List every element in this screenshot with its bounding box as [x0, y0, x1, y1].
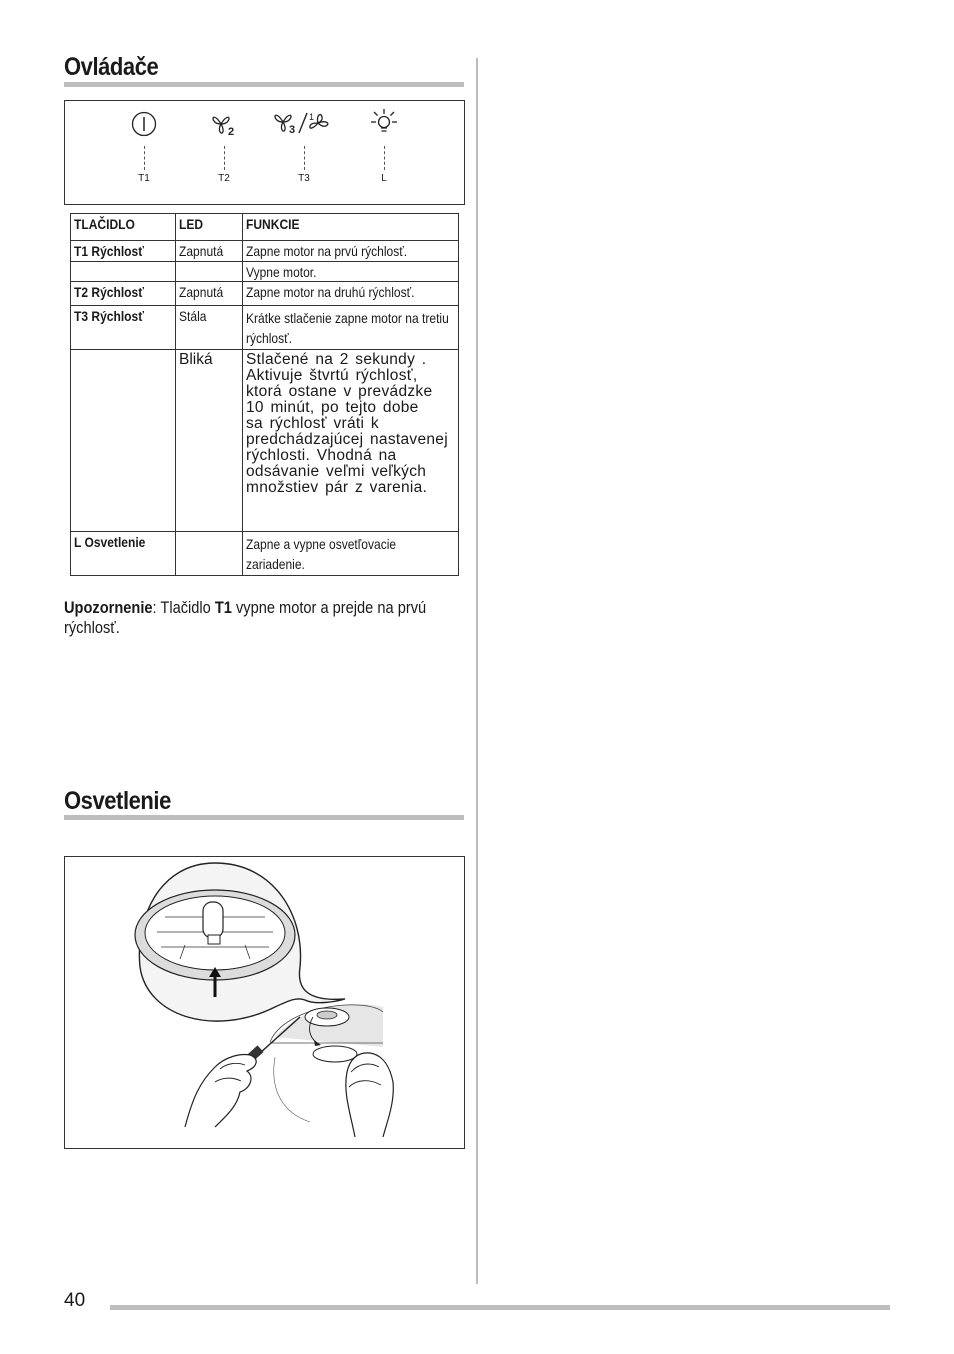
leader-line — [384, 146, 385, 170]
footer-rule — [110, 1305, 890, 1310]
leader-line — [304, 146, 305, 170]
table-cell: Zapne motor na druhú rýchlosť. — [243, 282, 459, 306]
table-cell: T3 Rýchlosť — [71, 306, 176, 350]
svg-text:2: 2 — [228, 126, 235, 137]
table-cell: Zapnutá — [176, 282, 243, 306]
table-cell: Zapne a vypne osvetľovacie zariadenie. — [243, 532, 459, 576]
button-label-l: L — [381, 173, 387, 184]
note-text-end: vypne motor a prejde na prvú rýchlosť. — [64, 598, 427, 637]
table-cell: Stála — [176, 306, 243, 350]
functions-table — [70, 213, 459, 576]
button-label-t1: T1 — [138, 173, 150, 184]
table-row — [71, 532, 459, 576]
table-cell: L Osvetlenie — [71, 532, 176, 576]
table-header-row — [71, 214, 459, 241]
table-cell — [176, 262, 243, 282]
column-divider — [476, 58, 478, 1284]
table-cell — [71, 262, 176, 282]
lamp-replacement-drawing — [65, 857, 464, 1148]
section-title-lighting: Osvetlenie — [64, 787, 171, 815]
note-text: : Tlačidlo — [152, 598, 215, 617]
table-cell — [71, 350, 176, 532]
table-cell: T1 Rýchlosť — [71, 241, 176, 262]
column-header: LED — [176, 214, 243, 241]
control-panel-diagram — [64, 100, 465, 205]
light-bulb-icon — [369, 107, 399, 137]
lamp-replacement-illustration — [64, 856, 465, 1149]
table-cell: Vypne motor. — [243, 262, 459, 282]
table-cell: Krátke stlačenie zapne motor na tretiu rýchlosť. — [243, 306, 459, 350]
button-label-t3: T3 — [298, 173, 310, 184]
leader-line — [144, 146, 145, 170]
svg-text:1: 1 — [309, 112, 315, 122]
fan-speed-3-icon — [271, 109, 337, 137]
section-rule — [64, 82, 464, 87]
table-cell — [176, 532, 243, 576]
table-row — [71, 241, 459, 262]
warning-note — [64, 598, 514, 638]
note-button: T1 — [214, 598, 232, 617]
power-icon — [131, 111, 159, 137]
svg-text:3: 3 — [289, 124, 296, 136]
table-cell: Stlačené na 2 sekundy . Aktivuje štvrtú rýchlosť, ktorá ostane v prevádzke 10 minút, po tejto dobe sa rýchlosť vráti k predchádzajúcej nastavenej rýchlosti. Vhodná na odsávanie veľmi veľkých množstiev pár z varenia. — [243, 350, 459, 532]
table-cell: Bliká — [176, 350, 243, 532]
table-cell: T2 Rýchlosť — [71, 282, 176, 306]
section-rule — [64, 815, 464, 820]
table-cell: Zapnutá — [176, 241, 243, 262]
fan-speed-2-icon — [209, 111, 239, 137]
table-row — [71, 306, 459, 350]
page-number: 40 — [64, 1290, 86, 1311]
table-row — [71, 350, 459, 532]
column-header: FUNKCIE — [243, 214, 459, 241]
button-label-t2: T2 — [218, 173, 230, 184]
table-row — [71, 282, 459, 306]
table-cell: Zapne motor na prvú rýchlosť. — [243, 241, 459, 262]
section-title-controls: Ovládače — [64, 53, 159, 81]
note-label: Upozornenie — [64, 598, 153, 617]
column-header: TLAČIDLO — [71, 214, 176, 241]
leader-line — [224, 146, 225, 170]
table-row — [71, 262, 459, 282]
